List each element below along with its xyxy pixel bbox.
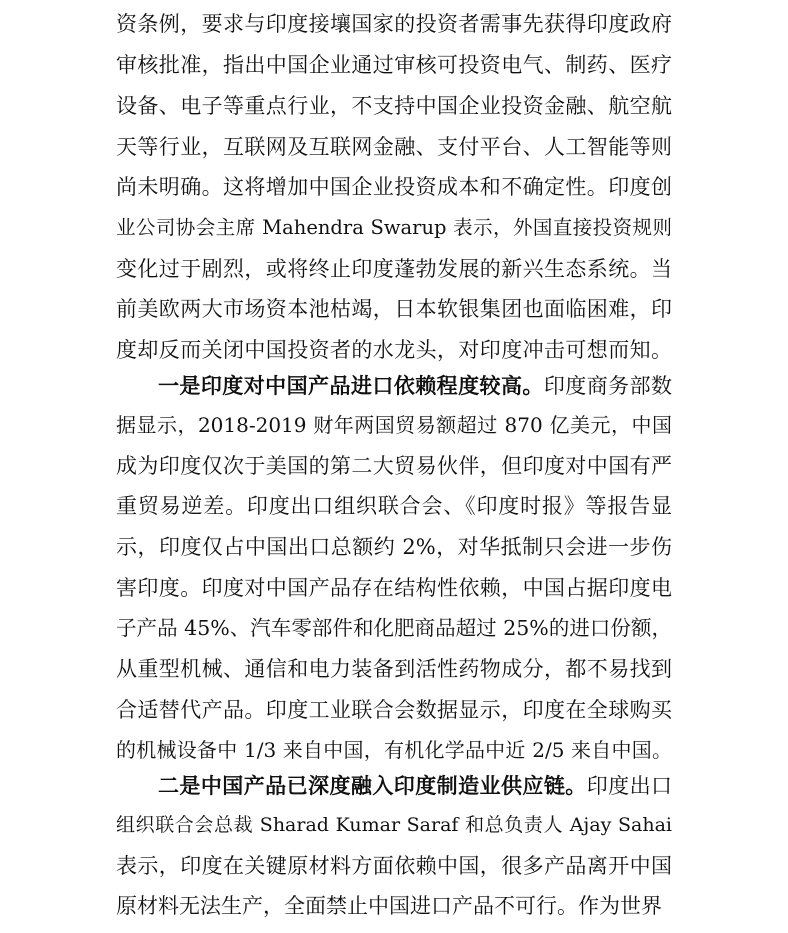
text-line: 据显示，2018-2019 财年两国贸易额超过 870 亿美元，中国	[116, 413, 672, 437]
text-line: 子产品 45%、汽车零部件和化肥商品超过 25%的进口份额，	[116, 616, 672, 640]
text-line: 审核批准，指出中国企业通过审核可投资电气、制药、医疗	[116, 53, 672, 77]
text-line: 从重型机械、通信和电力装备到活性药物成分，都不易找到	[116, 657, 672, 681]
text-line: 原材料无法生产，全面禁止中国进口产品不可行。作为世界	[116, 894, 662, 918]
text-line: 度却反而关闭中国投资者的水龙头，对印度冲击可想而知。	[116, 338, 672, 362]
text-line: 天等行业，互联网及互联网金融、支付平台、人工智能等则	[116, 135, 672, 159]
text-line: 尚未明确。这将增加中国企业投资成本和不确定性。印度创	[116, 175, 672, 199]
text-line: 示，印度仅占中国出口总额约 2%，对华抵制只会进一步伤	[116, 535, 672, 559]
text-line: 设备、电子等重点行业，不支持中国企业投资金融、航空航	[116, 94, 672, 118]
text-line: 前美欧两大市场资本池枯竭，日本软银集团也面临困难，印	[116, 297, 672, 321]
text-line: 组织联合会总裁 Sharad Kumar Saraf 和总负责人 Ajay Sahai	[116, 814, 672, 836]
text-line: 表示，印度在关键原材料方面依赖中国，很多产品离开中国	[116, 854, 672, 878]
text-line-first	[158, 766, 672, 806]
text-line: 变化过于剧烈，或将终止印度蓬勃发展的新兴生态系统。当	[116, 257, 672, 281]
text-span: 印度商务部数	[543, 374, 673, 398]
text-line: 重贸易逆差。印度出口组织联合会、《印度时报》等报告显	[116, 494, 672, 518]
text-line: 害印度。印度对中国产品存在结构性依赖，中国占据印度电	[116, 576, 672, 600]
text-line: 成为印度仅次于美国的第二大贸易伙伴，但印度对中国有严	[116, 454, 672, 478]
text-line: 的机械设备中 1/3 来自中国，有机化学品中近 2/5 来自中国。	[116, 738, 672, 762]
text-line: 资条例，要求与印度接壤国家的投资者需事先获得印度政府	[116, 12, 672, 36]
text-line: 业公司协会主席 Mahendra Swarup 表示，外国直接投资规则	[116, 216, 672, 239]
text-span: 印度出口	[586, 774, 673, 798]
text-line-first	[158, 366, 672, 406]
text-line: 合适替代产品。印度工业联合会数据显示，印度在全球购买	[116, 698, 672, 722]
section-heading: 一是印度对中国产品进口依赖程度较高。	[158, 373, 544, 398]
section-heading: 二是中国产品已深度融入印度制造业供应链。	[158, 773, 587, 798]
